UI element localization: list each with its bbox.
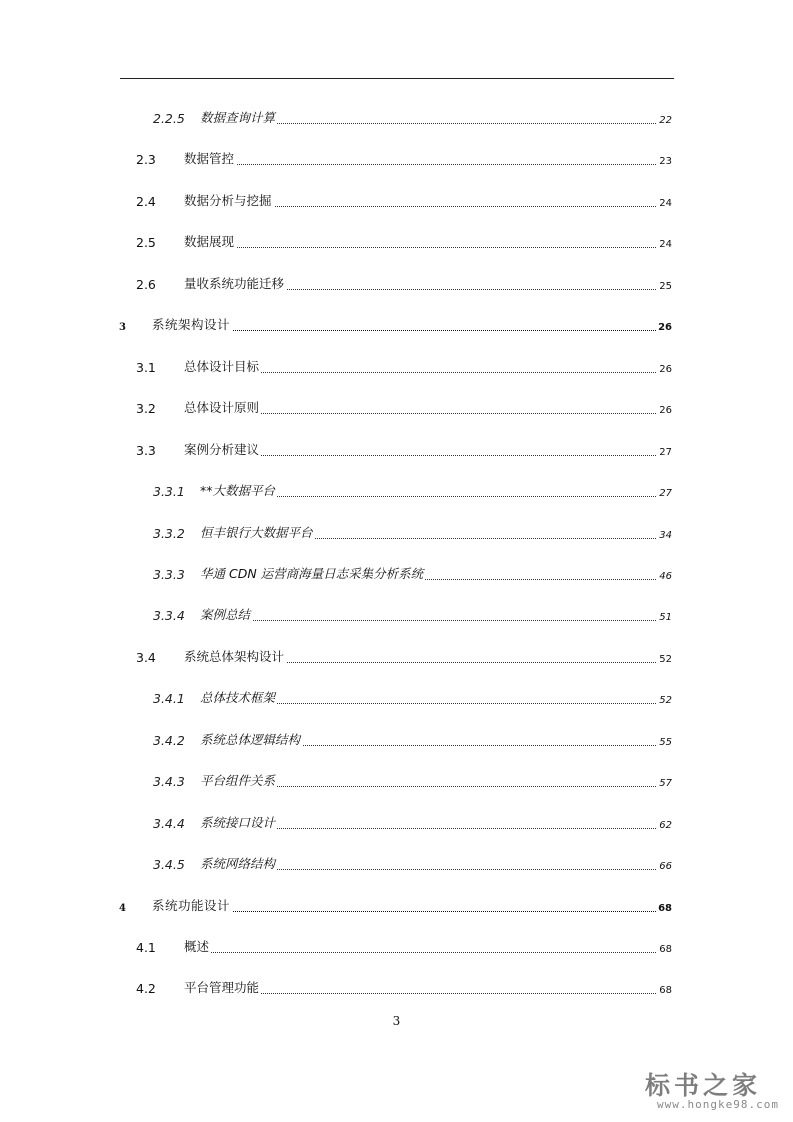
toc-entry[interactable] [153, 109, 672, 127]
toc-entry-page: 66 [659, 861, 672, 873]
toc-entry-page: 51 [659, 612, 672, 624]
toc-entry-number: 3.4.2 [153, 732, 185, 748]
toc-entry[interactable] [153, 606, 672, 624]
toc-entry-page: 55 [659, 736, 672, 748]
toc-entry-title: 系统接口设计 [200, 814, 276, 830]
toc-entry-title: 系统总体架构设计 [184, 648, 285, 664]
watermark-logo [629, 1066, 779, 1112]
toc-entry-number: 3.3 [136, 442, 156, 458]
toc-entry-title: 数据分析与挖掘 [184, 192, 272, 208]
toc-leader-dots [200, 620, 672, 621]
toc-entry-title: 总体设计原则 [184, 400, 260, 416]
toc-entry-title: 数据展现 [184, 234, 235, 250]
toc-entry[interactable] [136, 938, 672, 956]
toc-entry-title: **大数据平台 [200, 483, 276, 499]
toc-leader-dots [184, 247, 672, 248]
toc-entry-title: 案例分析建议 [184, 441, 260, 457]
toc-entry-title: 概述 [184, 939, 210, 954]
toc-entry[interactable] [153, 855, 672, 873]
toc-entry-number: 3.1 [136, 359, 156, 375]
toc-entry-page: 34 [659, 529, 672, 541]
toc-entry[interactable] [136, 192, 672, 210]
toc-entry-number: 2.4 [136, 193, 156, 209]
toc-entry[interactable] [153, 689, 672, 707]
toc-entry[interactable] [153, 731, 672, 749]
toc-entry-title: 总体设计目标 [184, 358, 260, 374]
toc-entry-page: 23 [659, 156, 672, 168]
toc-entry[interactable] [153, 772, 672, 790]
toc-entry-number: 4 [119, 902, 126, 914]
toc-entry-number: 3.4.5 [153, 857, 185, 873]
toc-entry-title: 系统总体逻辑结构 [200, 731, 301, 747]
toc-entry-title: 系统网络结构 [200, 856, 276, 872]
toc-leader-dots [184, 164, 672, 165]
toc-entry[interactable] [153, 482, 672, 500]
toc-entry-page: 22 [659, 115, 672, 126]
toc-entry-page: 27 [659, 488, 672, 500]
toc-entry[interactable] [153, 814, 672, 832]
toc-entry-title: 平台组件关系 [200, 773, 276, 789]
toc-entry-title: 系统功能设计 [152, 897, 231, 913]
toc-entry-title: 数据管控 [184, 151, 235, 167]
toc-entry-page: 26 [659, 363, 672, 375]
toc-entry-number: 3.3.1 [153, 484, 185, 500]
toc-entry-number: 2.6 [136, 276, 156, 292]
toc-entry-number: 3.2 [136, 401, 156, 417]
toc-entry-number: 3.4 [136, 649, 156, 665]
toc-entry-number: 4.2 [136, 981, 156, 997]
toc-entry[interactable] [136, 399, 672, 417]
page-number: 3 [392, 1014, 401, 1028]
toc-entry-number: 3.3.4 [153, 608, 185, 624]
toc-entry-number: 3.3.2 [153, 525, 185, 541]
toc-entry-number: 3 [119, 322, 126, 334]
toc-entry-page: 26 [658, 322, 672, 334]
toc-entry-page: 46 [659, 570, 672, 582]
toc-entry-title: 量收系统功能迁移 [184, 275, 285, 291]
toc-entry[interactable] [119, 897, 672, 915]
toc-entry-page: 62 [659, 819, 672, 831]
toc-leader-dots [184, 952, 672, 953]
toc-entry[interactable] [136, 233, 672, 251]
toc-entry-number: 2.2.5 [153, 111, 185, 126]
watermark-title: 标书之家 [644, 1071, 761, 1100]
toc-entry-page: 68 [659, 985, 672, 997]
toc-entry-page: 57 [659, 778, 672, 790]
toc-entry-number: 2.3 [136, 152, 156, 168]
toc-entry-title: 数据查询计算 [200, 110, 276, 125]
toc-entry-number: 2.5 [136, 235, 156, 251]
toc-entry[interactable] [153, 565, 672, 583]
toc-entry[interactable] [119, 316, 672, 334]
toc-entry[interactable] [136, 441, 672, 459]
toc-entry[interactable] [136, 358, 672, 376]
toc-entry-title: 系统架构设计 [152, 317, 231, 333]
toc-entry[interactable] [136, 150, 672, 168]
watermark-url: www.hongke98.com [657, 1098, 779, 1111]
toc-entry-page: 26 [659, 405, 672, 417]
toc-entry-number: 3.4.3 [153, 774, 185, 790]
toc-entry-title: 总体技术框架 [200, 690, 276, 706]
toc-entry-page: 68 [659, 944, 672, 955]
toc-entry-number: 4.1 [136, 940, 156, 955]
toc-entry-page: 52 [659, 653, 672, 665]
toc-entry[interactable] [153, 524, 672, 542]
toc-entry[interactable] [136, 275, 672, 293]
toc-entry-title: 恒丰银行大数据平台 [200, 524, 313, 540]
toc-entry[interactable] [136, 648, 672, 666]
toc-entry-page: 25 [659, 280, 672, 292]
toc-entry-page: 52 [659, 695, 672, 707]
toc-entry-number: 3.4.4 [153, 815, 185, 831]
toc-entry-page: 24 [659, 239, 672, 251]
toc-entry-page: 27 [659, 446, 672, 458]
toc-entry-number: 3.3.3 [153, 566, 185, 582]
toc-entry-title: 华通 CDN 运营商海量日志采集分析系统 [200, 565, 424, 581]
toc-entry-title: 平台管理功能 [184, 980, 260, 996]
toc-entry-page: 68 [658, 902, 672, 914]
toc-entry-number: 3.4.1 [153, 691, 185, 707]
header-rule [120, 78, 674, 79]
toc-entry-title: 案例总结 [200, 607, 251, 623]
toc-entry[interactable] [136, 979, 672, 997]
toc-entry-page: 24 [659, 197, 672, 209]
